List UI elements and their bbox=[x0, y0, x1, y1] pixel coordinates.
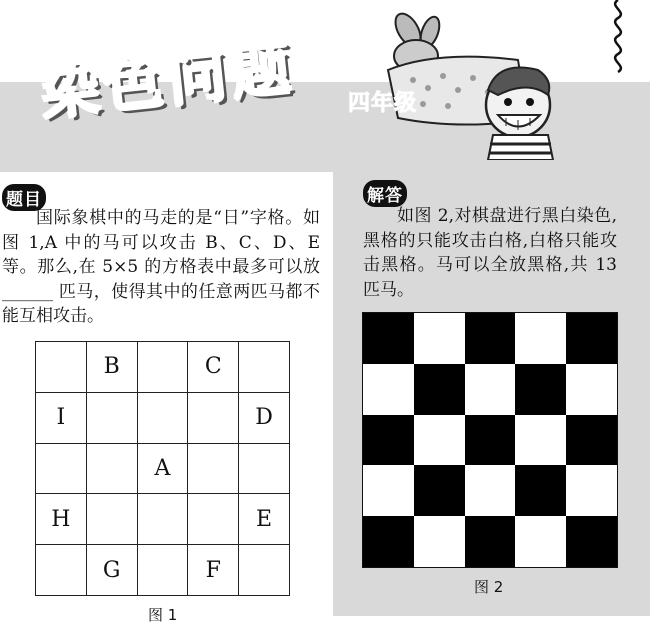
white-square bbox=[515, 516, 566, 567]
black-square bbox=[515, 364, 566, 415]
grid-cell bbox=[188, 494, 239, 545]
grid-cell: C bbox=[188, 342, 239, 393]
white-square bbox=[465, 364, 516, 415]
grid-cell bbox=[239, 444, 290, 495]
grid-cell bbox=[36, 545, 87, 596]
black-square bbox=[414, 465, 465, 516]
grid-cell bbox=[138, 545, 189, 596]
page-title: 染色问题 bbox=[37, 33, 300, 129]
black-square bbox=[566, 516, 617, 567]
black-square bbox=[363, 415, 414, 466]
grid-cell: I bbox=[36, 393, 87, 444]
black-square bbox=[465, 516, 516, 567]
black-square bbox=[515, 465, 566, 516]
grid-cell bbox=[138, 342, 189, 393]
question-text: 国际象棋中的马走的是“日”字格。如图 1,A 中的马可以攻击 B、C、D、E 等。那么,在 5×5 的方格表中最多可以放 ______ 匹马，使得其中的任意两匹马都不能互相攻击。 bbox=[2, 208, 320, 326]
white-square bbox=[566, 364, 617, 415]
grid-cell bbox=[188, 444, 239, 495]
white-square bbox=[566, 465, 617, 516]
black-square bbox=[566, 313, 617, 364]
grid-cell bbox=[188, 393, 239, 444]
checkerboard-figure-2 bbox=[362, 312, 618, 568]
grid-cell: B bbox=[87, 342, 138, 393]
grid-cell bbox=[239, 545, 290, 596]
black-square bbox=[566, 415, 617, 466]
white-square bbox=[515, 415, 566, 466]
black-square bbox=[363, 516, 414, 567]
black-square bbox=[414, 364, 465, 415]
squiggle-decoration bbox=[608, 0, 628, 80]
grid-cell: E bbox=[239, 494, 290, 545]
white-square bbox=[363, 364, 414, 415]
cartoon-kid-illustration bbox=[368, 10, 558, 160]
grid-cell bbox=[87, 444, 138, 495]
grid-cell bbox=[138, 494, 189, 545]
knight-grid-figure-1 bbox=[35, 341, 290, 596]
grid-cell: H bbox=[36, 494, 87, 545]
grid-cell: F bbox=[188, 545, 239, 596]
grid-cell bbox=[239, 342, 290, 393]
white-square bbox=[465, 465, 516, 516]
title-area bbox=[37, 33, 300, 129]
grid-cell bbox=[36, 342, 87, 393]
black-square bbox=[363, 313, 414, 364]
grid-cell bbox=[87, 393, 138, 444]
white-square bbox=[414, 313, 465, 364]
white-square bbox=[515, 313, 566, 364]
grid-cell: D bbox=[239, 393, 290, 444]
black-square bbox=[465, 415, 516, 466]
white-square bbox=[414, 415, 465, 466]
black-square bbox=[465, 313, 516, 364]
answer-heading: 解答 bbox=[363, 180, 407, 207]
grade-badge: 四年级 bbox=[348, 91, 418, 116]
grid-cell bbox=[87, 494, 138, 545]
grid-cell bbox=[36, 444, 87, 495]
figure-1-caption: 图 1 bbox=[148, 606, 178, 624]
answer-text: 如图 2,对棋盘进行黑白染色,黑格的只能攻击白格,白格只能攻击黑格。马可以全放黑格,共 13 匹马。 bbox=[363, 206, 617, 300]
grid-cell: A bbox=[138, 444, 189, 495]
white-square bbox=[363, 465, 414, 516]
grid-cell: G bbox=[87, 545, 138, 596]
grid-cell bbox=[138, 393, 189, 444]
figure-2-caption: 图 2 bbox=[474, 578, 504, 596]
white-square bbox=[414, 516, 465, 567]
question-heading: 题目 bbox=[2, 184, 46, 211]
